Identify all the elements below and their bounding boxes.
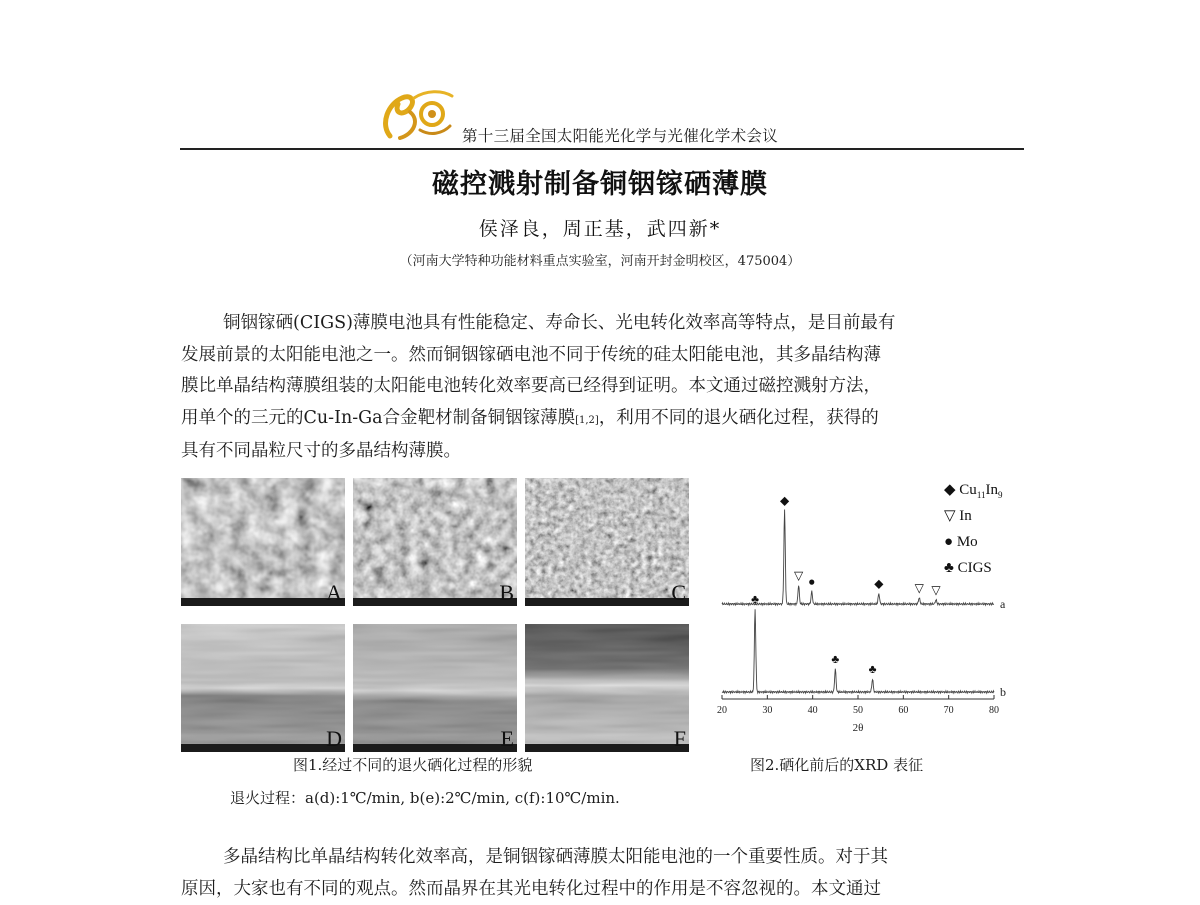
paper-affiliation: （河南大学特种功能材料重点实验室，河南开封金明校区，475004） <box>0 250 1200 269</box>
series-label: b <box>1000 685 1006 699</box>
x-tick-label: 30 <box>762 705 772 716</box>
peak-marker: ◆ <box>874 577 884 591</box>
paragraph-line: 铜铟镓硒(CIGS)薄膜电池具有性能稳定、寿命长、光电转化效率高等特点，是目前最有 <box>181 308 1023 340</box>
sem-image-a <box>181 478 345 606</box>
x-tick-label: 20 <box>717 705 727 716</box>
sem-image-e <box>353 624 517 752</box>
paragraph-line: 膜比单晶结构薄膜组装的太阳能电池转化效率要高已经得到证明。本文通过磁控溅射方法， <box>181 371 1023 403</box>
legend-entry: ♣ CIGS <box>944 560 992 576</box>
conference-name: 第十三届全国太阳能光化学与光催化学术会议 <box>462 124 778 146</box>
peak-marker: ♣ <box>869 662 877 676</box>
paper-title: 磁控溅射制备铜铟镓硒薄膜 <box>0 162 1200 201</box>
x-axis-label: 2θ <box>853 722 864 734</box>
panel-label: B <box>499 580 514 606</box>
sem-image-b <box>353 478 517 606</box>
x-tick-label: 50 <box>853 705 863 716</box>
peak-marker: ● <box>808 575 815 589</box>
paragraph-line: 发展前景的太阳能电池之一。然而铜铟镓硒电池不同于传统的硅太阳能电池，其多晶结构薄 <box>181 340 1023 372</box>
peak-marker: ♣ <box>831 652 839 666</box>
paper-authors: 侯泽良，周正基，武四新* <box>0 214 1200 241</box>
x-tick-label: 60 <box>898 705 908 716</box>
panel-label: F <box>674 726 686 752</box>
peak-marker: ◆ <box>780 493 790 507</box>
panel-label: A <box>326 580 342 606</box>
panel-label: E <box>501 726 514 752</box>
paragraph-line: 多晶结构比单晶结构转化效率高，是铜铟镓硒薄膜太阳能电池的一个重要性质。对于其 <box>181 842 1023 874</box>
scale-bar <box>353 598 517 606</box>
paragraph-text: 用单个的三元的Cu-In-Ga合金靶材制备铜铟镓薄膜 <box>181 408 575 428</box>
paragraph-line: 具有不同晶粒尺寸的多晶结构薄膜。 <box>181 436 1023 468</box>
scale-bar <box>353 744 517 752</box>
header-rule <box>180 148 1024 150</box>
scale-bar <box>181 598 345 606</box>
x-tick-label: 40 <box>808 705 818 716</box>
scale-bar <box>525 598 689 606</box>
sem-image-f <box>525 624 689 752</box>
paragraph-line: 原因，大家也有不同的观点。然而晶界在其光电转化过程中的作用是不容忽视的。本文通过 <box>181 874 1023 905</box>
peak-marker: ♣ <box>751 592 759 606</box>
series-line-b <box>722 609 994 693</box>
legend-entry: ◆ $Cu_{11}In_9$ <box>944 482 1003 500</box>
sem-image-d <box>181 624 345 752</box>
intro-paragraph <box>181 308 1023 468</box>
x-tick-label: 80 <box>989 705 999 716</box>
panel-label: D <box>326 726 342 752</box>
series-label: a <box>1000 597 1006 611</box>
x-tick-label: 70 <box>944 705 954 716</box>
panel-label: C <box>671 580 686 606</box>
peak-marker: ▽ <box>915 581 925 595</box>
paragraph-line <box>181 403 1023 437</box>
figure1-note: 退火过程：a(d):1℃/min, b(e):2℃/min, c(f):10℃/min. <box>230 787 620 808</box>
scale-bar <box>525 744 689 752</box>
peak-marker: ▽ <box>794 568 804 582</box>
scale-bar <box>181 744 345 752</box>
body-paragraph <box>181 842 1023 905</box>
legend-entry: ▽ In <box>944 508 972 524</box>
figure2-caption: 图2.硒化前后的XRD 表征 <box>750 754 923 775</box>
peak-marker: ▽ <box>931 583 941 597</box>
xrd-chart <box>712 472 1032 740</box>
citation: [1,2] <box>575 415 599 426</box>
figure1-caption: 图1.经过不同的退火硒化过程的形貌 <box>293 754 532 775</box>
sem-image-c <box>525 478 689 606</box>
legend-entry: ● Mo <box>944 534 978 550</box>
conference-logo <box>380 84 460 144</box>
paragraph-text: ，利用不同的退火硒化过程，获得的 <box>599 408 879 428</box>
